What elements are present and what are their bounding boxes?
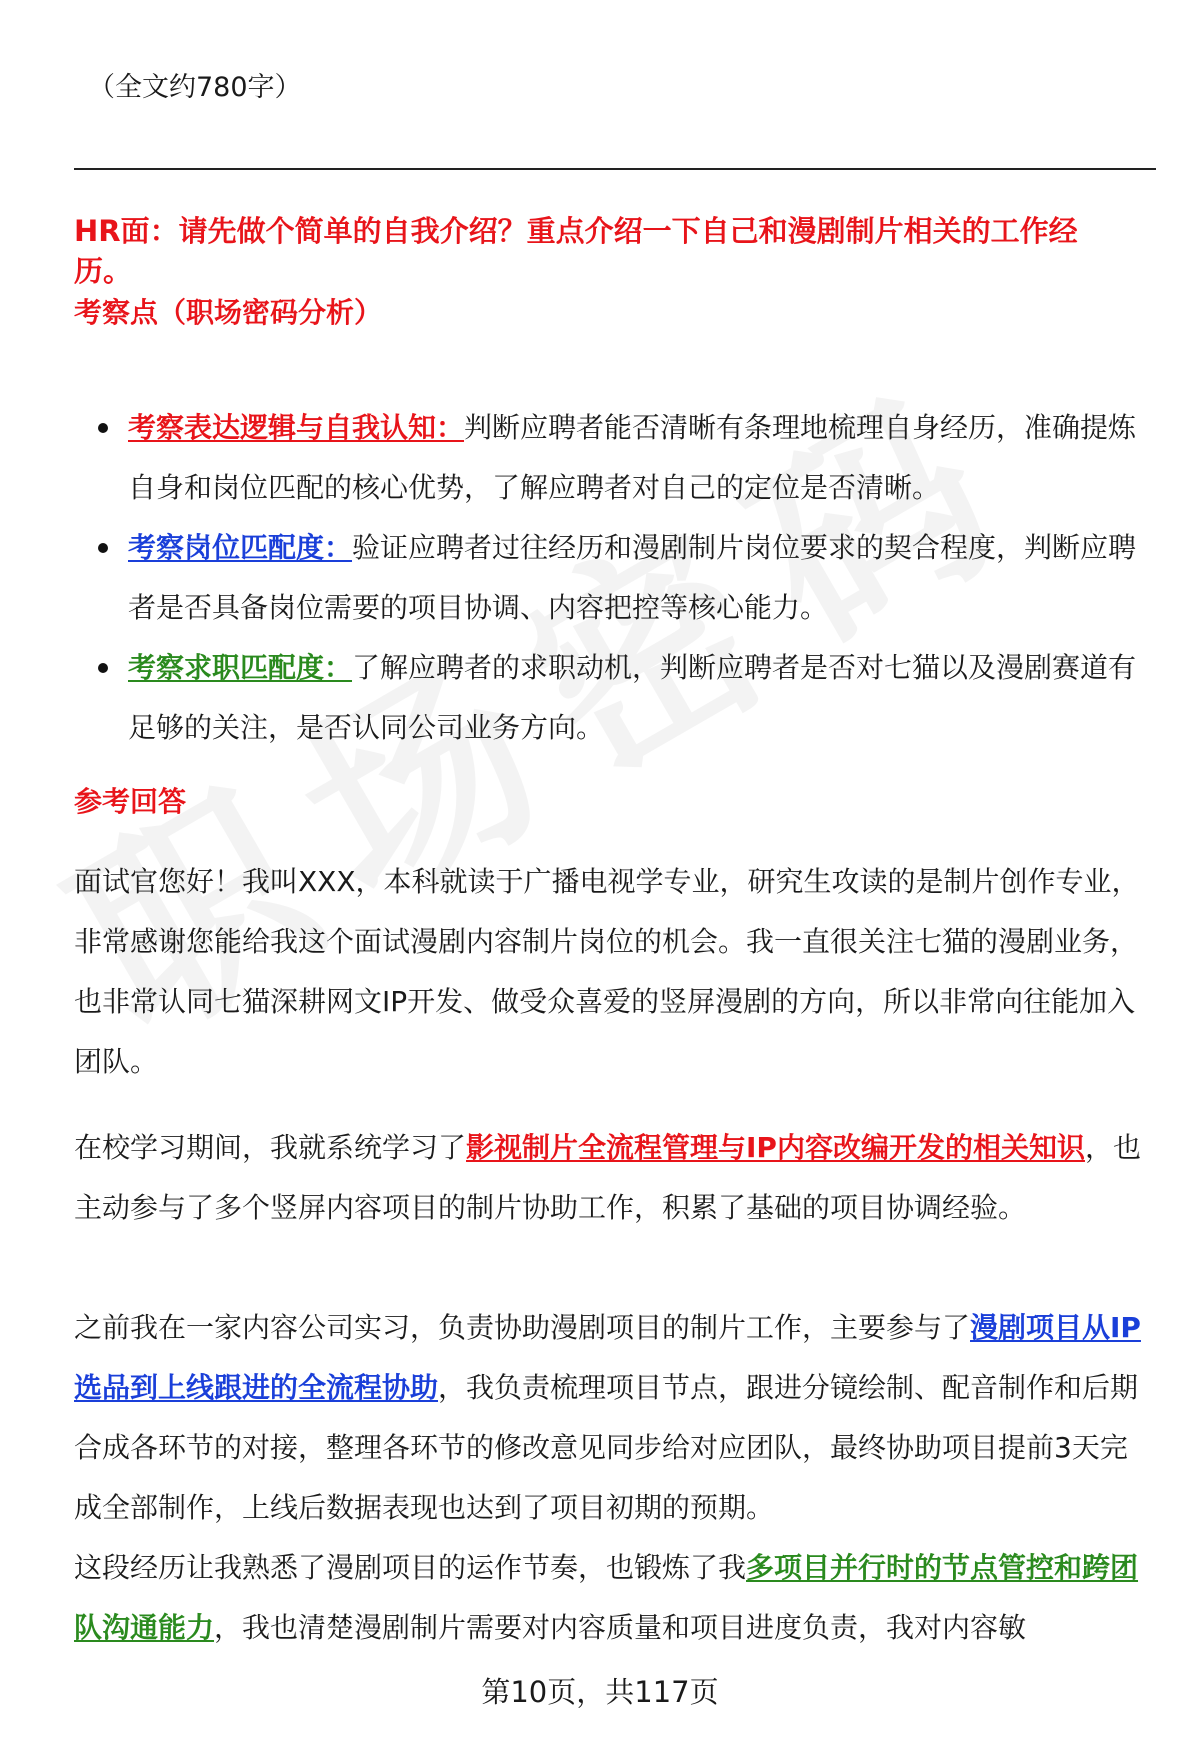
bullet-keyword: 考察岗位匹配度： [128,531,353,564]
bullet-keyword: 考察表达逻辑与自我认知： [128,411,465,444]
list-item [74,638,1156,758]
paragraph-text: 在校学习期间，我就系统学习了 [74,1131,467,1164]
interview-question: HR面：请先做个简单的自我介绍？重点介绍一下自己和漫剧制片相关的工作经历。 [74,214,1078,288]
answer-paragraph-2 [74,1118,1154,1238]
analysis-title: 考察点（职场密码分析） [74,296,383,329]
bullet-icon [98,543,108,553]
answer-paragraph-4 [74,1538,1154,1658]
word-count: （全文约780字） [88,72,302,103]
bullet-icon [98,423,108,433]
paragraph-text: 这段经历让我熟悉了漫剧项目的运作节奏，也锻炼了我 [74,1551,747,1584]
answer-title: 参考回答 [74,785,187,818]
list-item [74,398,1156,518]
paragraph-text: 之前我在一家内容公司实习，负责协助漫剧项目的制片工作，主要参与了 [74,1311,971,1344]
divider [74,168,1156,170]
bullet-text: 判断应聘者能否清晰有条理地梳理自身经历，准确提炼自身和岗位匹配的核心优势，了解应聘者对自己的定位是否清晰。 [128,411,1137,504]
highlight-phrase: 漫剧项目从IP选品到上线跟进的全流程协助 [74,1311,1141,1404]
bullet-text: 了解应聘者的求职动机，判断应聘者是否对七猫以及漫剧赛道有足够的关注，是否认同公司业务方向。 [128,651,1137,744]
bullet-icon [98,663,108,673]
highlight-phrase: 影视制片全流程管理与IP内容改编开发的相关知识 [466,1131,1085,1164]
paragraph-text: ，也主动参与了多个竖屏内容项目的制片协助工作，积累了基础的项目协调经验。 [74,1131,1141,1224]
bullet-keyword: 考察求职匹配度： [128,651,353,684]
paragraph-text: ，我负责梳理项目节点，跟进分镜绘制、配音制作和后期合成各环节的对接，整理各环节的修改意见同步给对应团队，最终协助项目提前3天完成全部制作，上线后数据表现也达到了项目初期的预期。 [74,1371,1139,1524]
answer-paragraph-1: 面试官您好！我叫XXX，本科就读于广播电视学专业，研究生攻读的是制片创作专业，非常感谢您能给我这个面试漫剧内容制片岗位的机会。我一直很关注七猫的漫剧业务，也非常认同七猫深耕网文IP开发、做受众喜爱的竖屏漫剧的方向，所以非常向往能加入团队。 [74,865,1140,1078]
answer-paragraph-3 [74,1298,1154,1538]
highlight-phrase: 多项目并行时的节点管控和跨团队沟通能力 [74,1551,1139,1644]
list-item [74,518,1156,638]
bullet-text: 验证应聘者过往经历和漫剧制片岗位要求的契合程度，判断应聘者是否具备岗位需要的项目协调、内容把控等核心能力。 [128,531,1137,624]
paragraph-text: ，我也清楚漫剧制片需要对内容质量和项目进度负责，我对内容敏 [214,1611,1027,1644]
page-number: 第10页，共117页 [481,1675,719,1709]
analysis-list [74,398,1156,758]
